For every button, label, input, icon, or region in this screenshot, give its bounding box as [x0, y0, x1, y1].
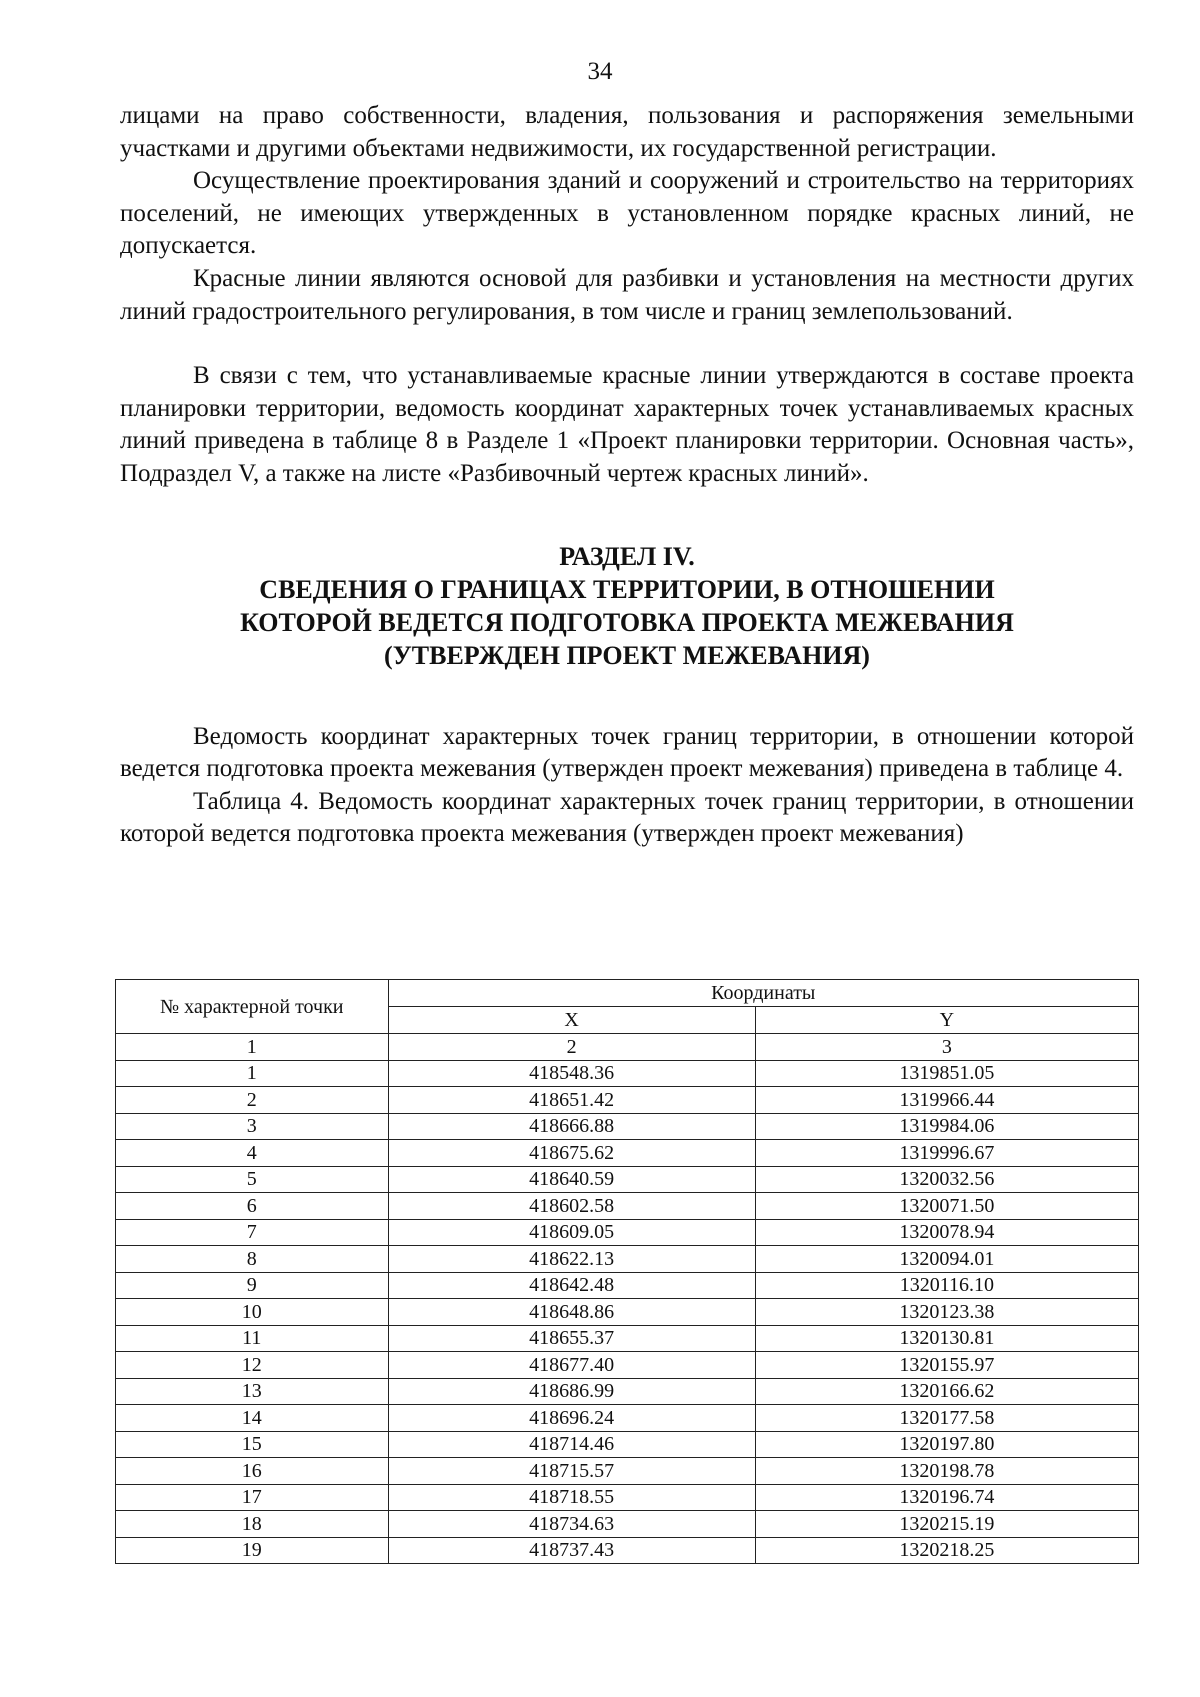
- coordinate-y-cell: 1319966.44: [755, 1087, 1138, 1114]
- coordinate-x-cell: 418622.13: [388, 1246, 755, 1273]
- table-row: [116, 1140, 1139, 1167]
- section-heading-line: (УТВЕРЖДЕН ПРОЕКТ МЕЖЕВАНИЯ): [384, 640, 870, 670]
- coordinate-x-cell: 418640.59: [388, 1166, 755, 1193]
- coordinate-x-cell: 418602.58: [388, 1193, 755, 1220]
- section-heading-line: КОТОРОЙ ВЕДЕТСЯ ПОДГОТОВКА ПРОЕКТА МЕЖЕВАНИЯ: [240, 607, 1014, 637]
- header-coordinates: Координаты: [388, 980, 1138, 1007]
- coordinate-x-cell: 418737.43: [388, 1537, 755, 1564]
- coordinate-y-cell: 1320155.97: [755, 1352, 1138, 1379]
- coordinate-y-cell: 1320078.94: [755, 1219, 1138, 1246]
- point-number-cell: 6: [116, 1193, 389, 1220]
- table-row: [116, 1246, 1139, 1273]
- coordinate-y-cell: 1320197.80: [755, 1431, 1138, 1458]
- point-number-cell: 11: [116, 1325, 389, 1352]
- coordinate-x-cell: 418666.88: [388, 1113, 755, 1140]
- coordinate-y-cell: 1320177.58: [755, 1405, 1138, 1432]
- coordinate-x-cell: 418655.37: [388, 1325, 755, 1352]
- section-heading-line: РАЗДЕЛ IV.: [559, 541, 695, 571]
- table-row: [116, 1087, 1139, 1114]
- coordinates-table: [115, 979, 1139, 1564]
- point-number-cell: 5: [116, 1166, 389, 1193]
- coordinate-y-cell: 1320094.01: [755, 1246, 1138, 1273]
- paragraph-design-restriction: Осуществление проектирования зданий и сооружений и строительство на территориях поселений, не имеющих утвержденных в установленном порядке красных линий, не допускается.: [120, 167, 1134, 260]
- header-y: Y: [755, 1007, 1138, 1034]
- column-number: 2: [388, 1034, 755, 1061]
- table-row: [116, 1484, 1139, 1511]
- column-number: 1: [116, 1034, 389, 1061]
- coordinate-y-cell: 1319984.06: [755, 1113, 1138, 1140]
- point-number-cell: 2: [116, 1087, 389, 1114]
- point-number-cell: 14: [116, 1405, 389, 1432]
- point-number-cell: 1: [116, 1060, 389, 1087]
- point-number-cell: 17: [116, 1484, 389, 1511]
- coordinate-y-cell: 1320218.25: [755, 1537, 1138, 1564]
- coordinate-y-cell: 1320123.38: [755, 1299, 1138, 1326]
- table-row: [116, 1405, 1139, 1432]
- coordinate-x-cell: 418677.40: [388, 1352, 755, 1379]
- coordinate-x-cell: 418714.46: [388, 1431, 755, 1458]
- point-number-cell: 7: [116, 1219, 389, 1246]
- point-number-cell: 15: [116, 1431, 389, 1458]
- table-row: [116, 1193, 1139, 1220]
- paragraph-table-intro: Ведомость координат характерных точек границ территории, в отношении которой ведется подготовка проекта межевания (утвержден проект межевания) приведена в таблице 4.: [120, 722, 1134, 783]
- paragraph-red-lines-basis: Красные линии являются основой для разбивки и установления на местности других линий градостроительного регулирования, в том числе и границ землепользований.: [120, 264, 1134, 325]
- point-number-cell: 4: [116, 1140, 389, 1167]
- table-row: [116, 1325, 1139, 1352]
- point-number-cell: 3: [116, 1113, 389, 1140]
- coordinate-x-cell: 418609.05: [388, 1219, 755, 1246]
- table-column-number-row: [116, 1034, 1139, 1061]
- point-number-cell: 9: [116, 1272, 389, 1299]
- coordinate-y-cell: 1320116.10: [755, 1272, 1138, 1299]
- coordinate-x-cell: 418718.55: [388, 1484, 755, 1511]
- point-number-cell: 18: [116, 1511, 389, 1538]
- coordinate-y-cell: 1320130.81: [755, 1325, 1138, 1352]
- table-row: [116, 1431, 1139, 1458]
- coordinate-x-cell: 418548.36: [388, 1060, 755, 1087]
- coordinate-y-cell: 1320071.50: [755, 1193, 1138, 1220]
- point-number-cell: 13: [116, 1378, 389, 1405]
- table-row: [116, 1511, 1139, 1538]
- paragraph-red-lines-reference: В связи с тем, что устанавливаемые красные линии утверждаются в составе проекта планировки территории, ведомость координат характерных точек устанавливаемых красных линий приведена в таблице 8 в Разделе 1 «Проект планировки территории. Основная часть», Подраздел V, а также на листе «Разбивочный чертеж красных линий».: [120, 362, 1134, 487]
- table-row: [116, 1113, 1139, 1140]
- coordinate-y-cell: 1320196.74: [755, 1484, 1138, 1511]
- point-number-cell: 16: [116, 1458, 389, 1485]
- coordinate-y-cell: 1320215.19: [755, 1511, 1138, 1538]
- point-number-cell: 12: [116, 1352, 389, 1379]
- table-row: [116, 1378, 1139, 1405]
- page-number: 34: [587, 58, 613, 85]
- coordinate-y-cell: 1319996.67: [755, 1140, 1138, 1167]
- coordinate-y-cell: 1319851.05: [755, 1060, 1138, 1087]
- table-caption: Таблица 4. Ведомость координат характерных точек границ территории, в отношении которой ведется подготовка проекта межевания (утвержден проект межевания): [120, 787, 1134, 848]
- table-row: [116, 1352, 1139, 1379]
- coordinate-x-cell: 418696.24: [388, 1405, 755, 1432]
- table-row: [116, 1537, 1139, 1564]
- table-row: [116, 1458, 1139, 1485]
- paragraph-continued: лицами на право собственности, владения, пользования и распоряжения земельными участками и другими объектами недвижимости, их государственной регистрации.: [120, 102, 1134, 162]
- table-row: [116, 1299, 1139, 1326]
- coordinate-x-cell: 418734.63: [388, 1511, 755, 1538]
- point-number-cell: 19: [116, 1537, 389, 1564]
- coordinate-x-cell: 418642.48: [388, 1272, 755, 1299]
- header-point-number: № характерной точки: [116, 980, 389, 1034]
- section-heading-line: СВЕДЕНИЯ О ГРАНИЦАХ ТЕРРИТОРИИ, В ОТНОШЕНИИ: [259, 574, 995, 604]
- coordinate-x-cell: 418715.57: [388, 1458, 755, 1485]
- coordinate-x-cell: 418648.86: [388, 1299, 755, 1326]
- table-row: [116, 1272, 1139, 1299]
- table-row: [116, 1219, 1139, 1246]
- header-x: X: [388, 1007, 755, 1034]
- point-number-cell: 8: [116, 1246, 389, 1273]
- coordinate-x-cell: 418675.62: [388, 1140, 755, 1167]
- table-header-row: [116, 980, 1139, 1007]
- coordinate-y-cell: 1320198.78: [755, 1458, 1138, 1485]
- table-row: [116, 1060, 1139, 1087]
- page-body: [120, 100, 1134, 851]
- coordinate-y-cell: 1320166.62: [755, 1378, 1138, 1405]
- table-row: [116, 1166, 1139, 1193]
- section-heading: [120, 540, 1134, 672]
- coordinate-x-cell: 418686.99: [388, 1378, 755, 1405]
- point-number-cell: 10: [116, 1299, 389, 1326]
- coordinate-x-cell: 418651.42: [388, 1087, 755, 1114]
- column-number: 3: [755, 1034, 1138, 1061]
- coordinate-y-cell: 1320032.56: [755, 1166, 1138, 1193]
